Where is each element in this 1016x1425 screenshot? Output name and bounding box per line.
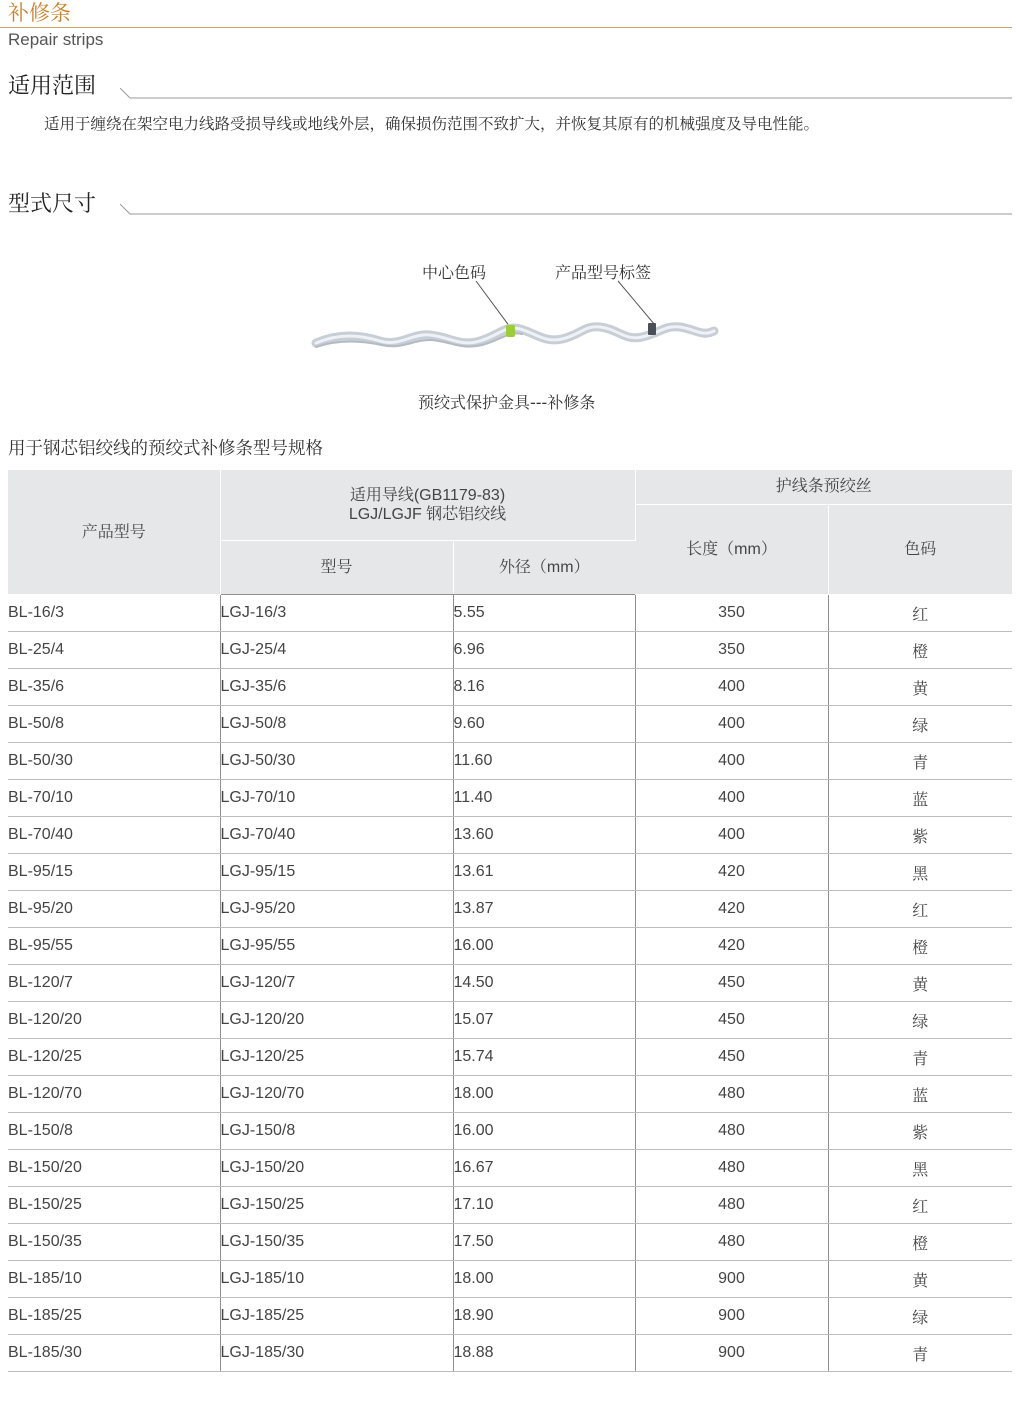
table-row xyxy=(8,1150,1012,1187)
header-conductor-group xyxy=(220,470,635,541)
cell-conductor-model: LGJ-95/55 xyxy=(220,928,453,965)
leader-line-center xyxy=(476,281,510,327)
cell-conductor-model: LGJ-120/25 xyxy=(220,1039,453,1076)
cell-color-code: 绿 xyxy=(828,706,1012,743)
cell-conductor-model: LGJ-120/20 xyxy=(220,1002,453,1039)
cell-outer-diameter: 9.60 xyxy=(453,706,635,743)
cell-color-code: 紫 xyxy=(828,1113,1012,1150)
callout-center-color-code: 中心色码 xyxy=(422,263,487,282)
cell-color-code: 黑 xyxy=(828,854,1012,891)
scope-heading-rule xyxy=(120,88,1012,100)
cell-length: 420 xyxy=(635,854,828,891)
cell-length: 450 xyxy=(635,1039,828,1076)
table-row xyxy=(8,1187,1012,1224)
cell-color-code: 橙 xyxy=(828,1224,1012,1261)
cell-length: 350 xyxy=(635,632,828,669)
cell-length: 480 xyxy=(635,1187,828,1224)
cell-outer-diameter: 16.00 xyxy=(453,1113,635,1150)
cell-color-code: 红 xyxy=(828,891,1012,928)
cell-conductor-model: LGJ-150/25 xyxy=(220,1187,453,1224)
illustration-caption: 预绞式保护金具---补修条 xyxy=(418,393,596,412)
cell-color-code: 蓝 xyxy=(828,780,1012,817)
table-row xyxy=(8,1039,1012,1076)
scope-description: 适用于缠绕在架空电力线路受损导线或地线外层，确保损伤范围不致扩大，并恢复其原有的机械强度及导电性能。 xyxy=(44,115,820,133)
cell-length: 350 xyxy=(635,595,828,632)
cell-length: 450 xyxy=(635,1002,828,1039)
cell-product-model: BL-150/25 xyxy=(8,1187,220,1224)
header-color-code: 色码 xyxy=(828,504,1012,595)
cell-length: 400 xyxy=(635,743,828,780)
cell-color-code: 红 xyxy=(828,595,1012,632)
cell-length: 400 xyxy=(635,669,828,706)
cell-color-code: 绿 xyxy=(828,1298,1012,1335)
cell-conductor-model: LGJ-120/70 xyxy=(220,1076,453,1113)
header-conductor-line2: LGJ/LGJF 钢芯铝绞线 xyxy=(348,506,507,523)
cell-outer-diameter: 11.60 xyxy=(453,743,635,780)
cell-length: 900 xyxy=(635,1261,828,1298)
cell-outer-diameter: 13.60 xyxy=(453,817,635,854)
cell-product-model: BL-120/70 xyxy=(8,1076,220,1113)
table-row xyxy=(8,595,1012,632)
cell-color-code: 红 xyxy=(828,1187,1012,1224)
cell-product-model: BL-16/3 xyxy=(8,595,220,632)
cell-outer-diameter: 18.00 xyxy=(453,1076,635,1113)
cell-color-code: 橙 xyxy=(828,632,1012,669)
cell-length: 900 xyxy=(635,1298,828,1335)
header-conductor-line1: 适用导线(GB1179-83) xyxy=(349,487,506,504)
cell-product-model: BL-185/30 xyxy=(8,1335,220,1372)
cell-conductor-model: LGJ-150/35 xyxy=(220,1224,453,1261)
cell-color-code: 黑 xyxy=(828,1150,1012,1187)
cell-outer-diameter: 18.00 xyxy=(453,1261,635,1298)
cell-outer-diameter: 17.10 xyxy=(453,1187,635,1224)
title-divider xyxy=(0,27,1012,28)
table-row xyxy=(8,928,1012,965)
cell-length: 900 xyxy=(635,1335,828,1372)
header-strip-group: 护线条预绞丝 xyxy=(635,470,1012,504)
cell-length: 480 xyxy=(635,1113,828,1150)
cell-product-model: BL-35/6 xyxy=(8,669,220,706)
cell-product-model: BL-150/8 xyxy=(8,1113,220,1150)
cell-color-code: 黄 xyxy=(828,965,1012,1002)
cell-outer-diameter: 15.74 xyxy=(453,1039,635,1076)
dimensions-heading: 型式尺寸 xyxy=(8,192,97,217)
table-row xyxy=(8,1224,1012,1261)
cell-conductor-model: LGJ-35/6 xyxy=(220,669,453,706)
table-row xyxy=(8,743,1012,780)
table-row xyxy=(8,891,1012,928)
spec-table-body xyxy=(8,595,1012,1372)
cell-color-code: 绿 xyxy=(828,1002,1012,1039)
cell-product-model: BL-120/25 xyxy=(8,1039,220,1076)
cell-product-model: BL-50/30 xyxy=(8,743,220,780)
cell-color-code: 黄 xyxy=(828,669,1012,706)
cell-color-code: 青 xyxy=(828,1039,1012,1076)
table-row xyxy=(8,1076,1012,1113)
cell-conductor-model: LGJ-150/8 xyxy=(220,1113,453,1150)
model-label-tag xyxy=(648,323,656,335)
cell-conductor-model: LGJ-150/20 xyxy=(220,1150,453,1187)
scope-heading: 适用范围 xyxy=(8,74,97,99)
cell-product-model: BL-150/20 xyxy=(8,1150,220,1187)
cell-color-code: 紫 xyxy=(828,817,1012,854)
cell-outer-diameter: 17.50 xyxy=(453,1224,635,1261)
cell-conductor-model: LGJ-185/25 xyxy=(220,1298,453,1335)
cell-color-code: 黄 xyxy=(828,1261,1012,1298)
table-row xyxy=(8,1002,1012,1039)
header-conductor-model: 型号 xyxy=(220,541,453,595)
table-row xyxy=(8,1298,1012,1335)
cell-conductor-model: LGJ-95/15 xyxy=(220,854,453,891)
header-length: 长度（mm） xyxy=(635,504,828,595)
cell-color-code: 青 xyxy=(828,1335,1012,1372)
cell-color-code: 橙 xyxy=(828,928,1012,965)
table-row xyxy=(8,817,1012,854)
table-title: 用于钢芯铝绞线的预绞式补修条型号规格 xyxy=(8,439,323,459)
cell-outer-diameter: 14.50 xyxy=(453,965,635,1002)
header-product-model: 产品型号 xyxy=(8,470,220,595)
cell-outer-diameter: 15.07 xyxy=(453,1002,635,1039)
cell-product-model: BL-95/15 xyxy=(8,854,220,891)
callout-model-label: 产品型号标签 xyxy=(555,263,652,282)
cell-product-model: BL-185/25 xyxy=(8,1298,220,1335)
cell-product-model: BL-95/55 xyxy=(8,928,220,965)
cell-color-code: 青 xyxy=(828,743,1012,780)
cell-length: 400 xyxy=(635,817,828,854)
cell-conductor-model: LGJ-185/10 xyxy=(220,1261,453,1298)
cell-length: 420 xyxy=(635,891,828,928)
cell-color-code: 蓝 xyxy=(828,1076,1012,1113)
table-row xyxy=(8,1113,1012,1150)
page-subtitle: Repair strips xyxy=(8,30,104,49)
cell-conductor-model: LGJ-70/10 xyxy=(220,780,453,817)
cell-length: 480 xyxy=(635,1150,828,1187)
table-row xyxy=(8,1335,1012,1372)
cell-outer-diameter: 13.61 xyxy=(453,854,635,891)
cell-conductor-model: LGJ-50/8 xyxy=(220,706,453,743)
table-row xyxy=(8,780,1012,817)
table-row xyxy=(8,632,1012,669)
header-outer-diameter: 外径（mm） xyxy=(453,541,635,595)
cell-outer-diameter: 18.90 xyxy=(453,1298,635,1335)
cell-product-model: BL-185/10 xyxy=(8,1261,220,1298)
page-title: 补修条 xyxy=(8,1,71,25)
cell-product-model: BL-120/20 xyxy=(8,1002,220,1039)
cell-product-model: BL-25/4 xyxy=(8,632,220,669)
dimensions-heading-rule xyxy=(120,204,1012,216)
cell-product-model: BL-50/8 xyxy=(8,706,220,743)
cell-outer-diameter: 5.55 xyxy=(453,595,635,632)
spec-table xyxy=(8,470,1012,1372)
cell-outer-diameter: 18.88 xyxy=(453,1335,635,1372)
cell-conductor-model: LGJ-95/20 xyxy=(220,891,453,928)
table-row xyxy=(8,1261,1012,1298)
cell-length: 480 xyxy=(635,1224,828,1261)
leader-line-label xyxy=(618,281,655,325)
cell-length: 450 xyxy=(635,965,828,1002)
cell-length: 480 xyxy=(635,1076,828,1113)
cell-product-model: BL-95/20 xyxy=(8,891,220,928)
table-row xyxy=(8,854,1012,891)
cell-conductor-model: LGJ-70/40 xyxy=(220,817,453,854)
cell-outer-diameter: 16.00 xyxy=(453,928,635,965)
cell-conductor-model: LGJ-16/3 xyxy=(220,595,453,632)
cell-outer-diameter: 6.96 xyxy=(453,632,635,669)
table-row xyxy=(8,706,1012,743)
cell-outer-diameter: 11.40 xyxy=(453,780,635,817)
cell-length: 400 xyxy=(635,706,828,743)
cell-conductor-model: LGJ-120/7 xyxy=(220,965,453,1002)
cell-product-model: BL-70/40 xyxy=(8,817,220,854)
cell-outer-diameter: 8.16 xyxy=(453,669,635,706)
cell-length: 400 xyxy=(635,780,828,817)
cell-product-model: BL-120/7 xyxy=(8,965,220,1002)
repair-strip-illustration xyxy=(300,255,740,365)
cell-conductor-model: LGJ-25/4 xyxy=(220,632,453,669)
cell-length: 420 xyxy=(635,928,828,965)
cell-outer-diameter: 16.67 xyxy=(453,1150,635,1187)
cell-product-model: BL-70/10 xyxy=(8,780,220,817)
cell-outer-diameter: 13.87 xyxy=(453,891,635,928)
cell-conductor-model: LGJ-50/30 xyxy=(220,743,453,780)
cell-product-model: BL-150/35 xyxy=(8,1224,220,1261)
table-row xyxy=(8,965,1012,1002)
cell-conductor-model: LGJ-185/30 xyxy=(220,1335,453,1372)
table-row xyxy=(8,669,1012,706)
center-color-mark xyxy=(506,325,515,337)
